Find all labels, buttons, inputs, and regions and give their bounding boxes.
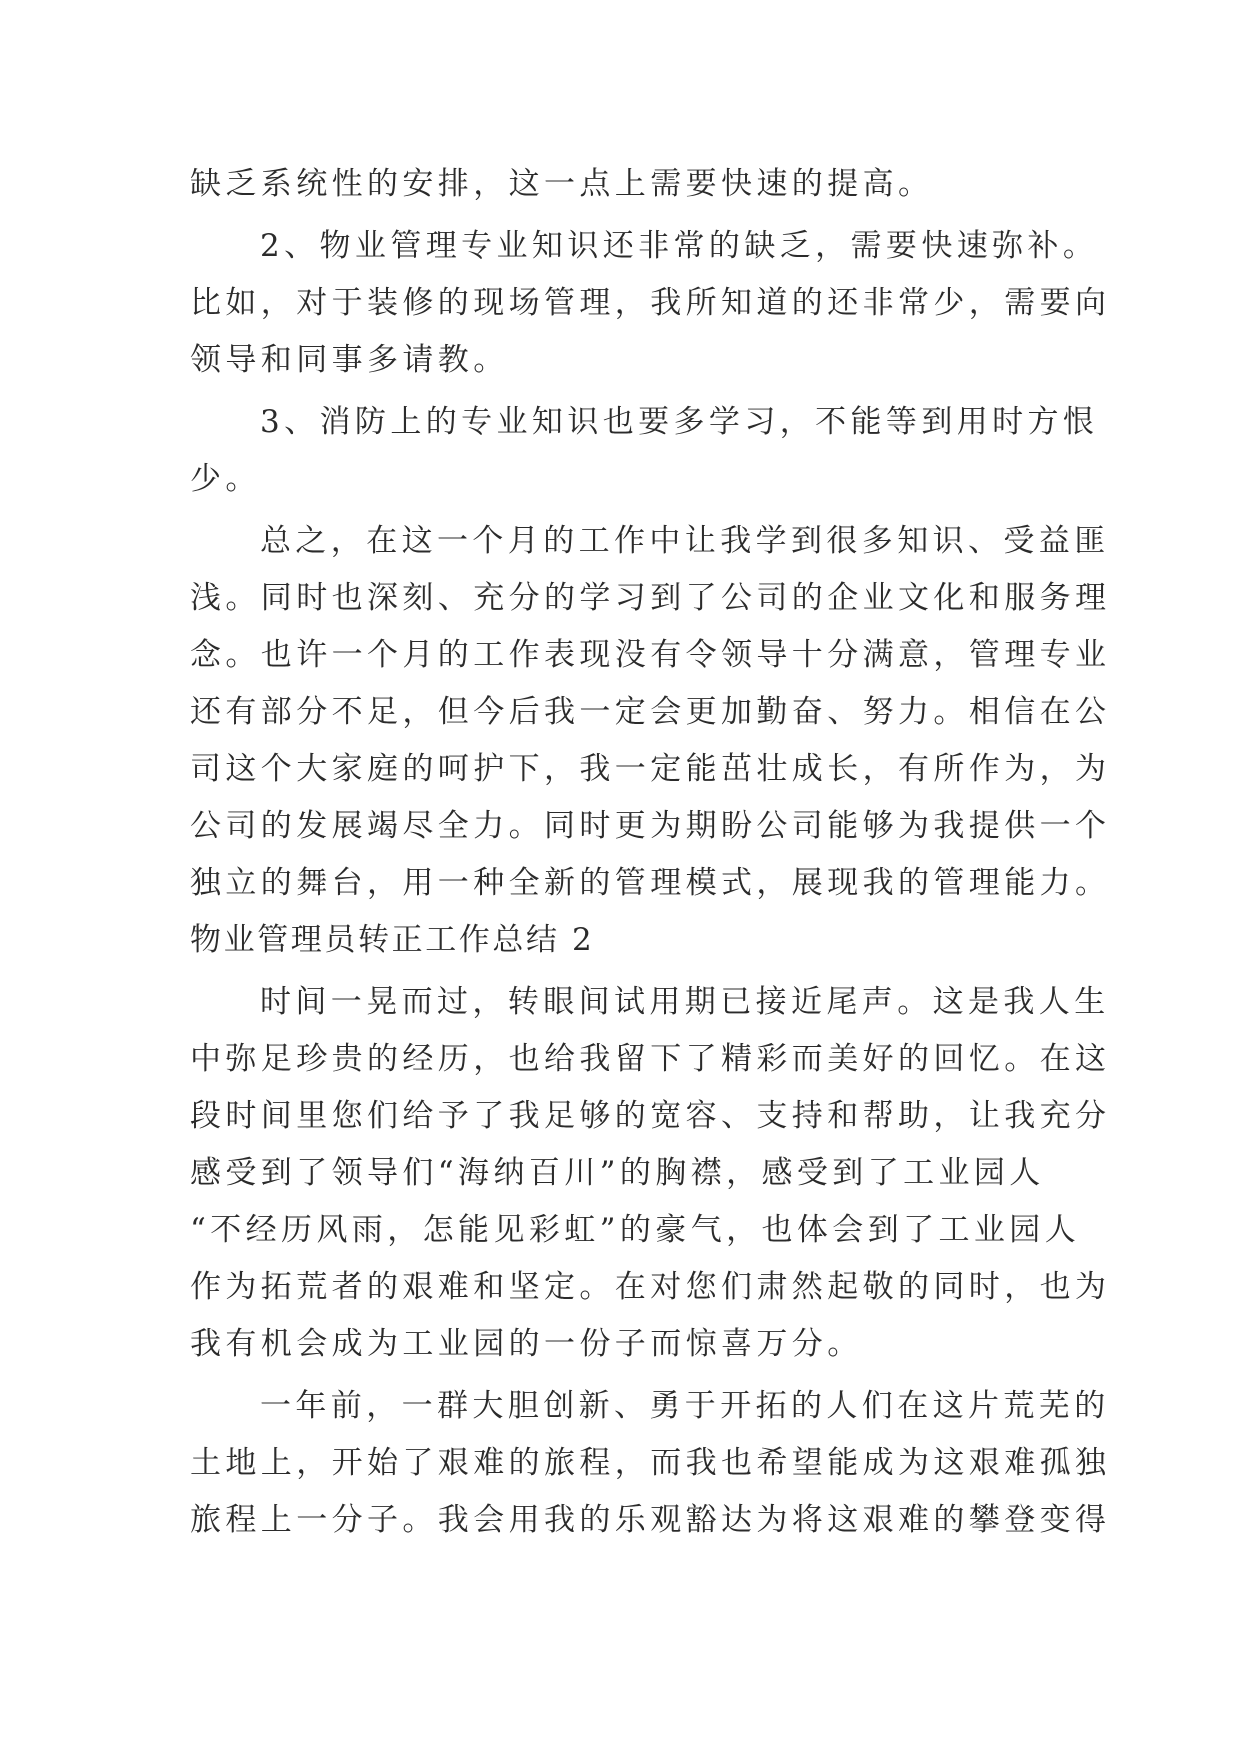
text-line: 比如，对于装修的现场管理，我所知道的还非常少，需要向 bbox=[190, 285, 1111, 321]
text-line: 念。也许一个月的工作表现没有令领导十分满意，管理专业 bbox=[190, 637, 1111, 673]
text-line: 2、物业管理专业知识还非常的缺乏，需要快速弥补。 bbox=[260, 228, 1099, 264]
text-line: 缺乏系统性的安排，这一点上需要快速的提高。 bbox=[190, 166, 934, 202]
section-heading: 物业管理员转正工作总结 2 bbox=[190, 922, 595, 958]
text-line: 旅程上一分子。我会用我的乐观豁达为将这艰难的攀登变得 bbox=[190, 1502, 1111, 1538]
text-line: 独立的舞台，用一种全新的管理模式，展现我的管理能力。 bbox=[190, 865, 1111, 901]
text-line: 公司的发展竭尽全力。同时更为期盼公司能够为我提供一个 bbox=[190, 808, 1111, 844]
text-line: 时间一晃而过，转眼间试用期已接近尾声。这是我人生 bbox=[260, 984, 1110, 1020]
text-line: 司这个大家庭的呵护下，我一定能茁壮成长，有所作为，为 bbox=[190, 751, 1111, 787]
text-line: 浅。同时也深刻、充分的学习到了公司的企业文化和服务理 bbox=[190, 580, 1111, 616]
text-line: 一年前，一群大胆创新、勇于开拓的人们在这片荒芜的 bbox=[260, 1388, 1110, 1424]
text-line: 领导和同事多请教。 bbox=[190, 342, 509, 378]
text-line: 我有机会成为工业园的一份子而惊喜万分。 bbox=[190, 1326, 863, 1362]
text-line: 中弥足珍贵的经历，也给我留下了精彩而美好的回忆。在这 bbox=[190, 1041, 1111, 1077]
text-line: 3、消防上的专业知识也要多学习，不能等到用时方恨 bbox=[260, 404, 1099, 440]
text-line: 少。 bbox=[190, 461, 261, 497]
text-line: 作为拓荒者的艰难和坚定。在对您们肃然起敬的同时，也为 bbox=[190, 1269, 1111, 1305]
text-line: 土地上，开始了艰难的旅程，而我也希望能成为这艰难孤独 bbox=[190, 1445, 1111, 1481]
document-body bbox=[190, 156, 1111, 1549]
text-line: “不经历风雨，怎能见彩虹”的豪气，也体会到了工业园人 bbox=[190, 1212, 1081, 1248]
text-line: 段时间里您们给予了我足够的宽容、支持和帮助，让我充分 bbox=[190, 1098, 1111, 1134]
text-line: 感受到了领导们“海纳百川”的胸襟，感受到了工业园人 bbox=[190, 1155, 1045, 1191]
text-line: 总之，在这一个月的工作中让我学到很多知识、受益匪 bbox=[260, 523, 1110, 559]
text-line: 还有部分不足，但今后我一定会更加勤奋、努力。相信在公 bbox=[190, 694, 1111, 730]
